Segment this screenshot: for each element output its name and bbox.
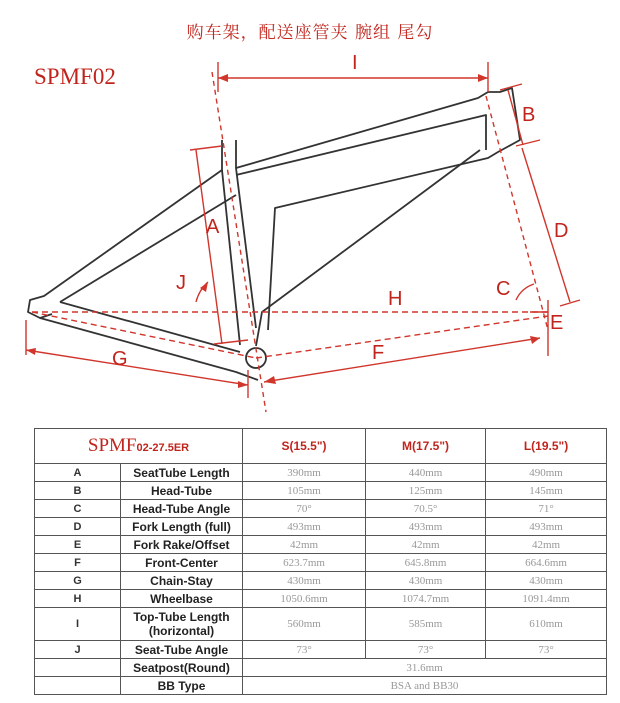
row-name: Front-Center — [121, 554, 243, 572]
frame-outline — [28, 88, 520, 380]
row-value-m: 42mm — [366, 536, 486, 554]
row-value-l: 1091.4mm — [486, 590, 607, 608]
row-value-m: 585mm — [366, 608, 486, 641]
dim-label-b: B — [522, 104, 536, 126]
size-header-m: M(17.5") — [366, 429, 486, 464]
dim-c-arc — [516, 284, 534, 300]
dim-label-h: H — [388, 288, 403, 310]
dim-f-line — [256, 316, 548, 358]
row-value-l: 493mm — [486, 518, 607, 536]
table-row-bb — [35, 677, 607, 695]
row-name: Head-Tube Angle — [121, 500, 243, 518]
row-value-s: 1050.6mm — [243, 590, 366, 608]
dim-label-f: F — [372, 342, 385, 364]
table-row — [35, 536, 607, 554]
dim-label-a: A — [206, 216, 220, 238]
row-name: Chain-Stay — [121, 572, 243, 590]
row-letter-empty — [35, 677, 121, 695]
table-row — [35, 572, 607, 590]
row-value-l: 42mm — [486, 536, 607, 554]
chain-stay-upper — [60, 302, 240, 352]
dim-label-j: J — [176, 272, 186, 294]
row-value-s: 70° — [243, 500, 366, 518]
table-row — [35, 608, 607, 641]
top-tube-lower — [236, 115, 486, 175]
table-row — [35, 554, 607, 572]
row-name: Seat-Tube Angle — [121, 641, 243, 659]
size-header-l: L(19.5") — [486, 429, 607, 464]
seat-tube-right — [236, 168, 256, 328]
seatpost-label: Seatpost(Round) — [121, 659, 243, 677]
row-value-m: 440mm — [366, 464, 486, 482]
table-model-suffix: 02-27.5ER — [136, 442, 190, 454]
row-value-m: 125mm — [366, 482, 486, 500]
row-value-l: 610mm — [486, 608, 607, 641]
row-value-s: 390mm — [243, 464, 366, 482]
row-value-s: 493mm — [243, 518, 366, 536]
row-value-s: 73° — [243, 641, 366, 659]
seatpost-value: 31.6mm — [243, 659, 607, 677]
geometry-table — [34, 428, 607, 695]
row-value-m: 645.8mm — [366, 554, 486, 572]
table-row — [35, 641, 607, 659]
dim-label-e: E — [550, 312, 564, 334]
table-header-row — [35, 429, 607, 464]
bb-value: BSA and BB30 — [243, 677, 607, 695]
row-letter: I — [35, 608, 121, 641]
table-model-prefix: SPMF — [87, 435, 137, 456]
dimension-lines — [26, 62, 580, 412]
table-row-seatpost — [35, 659, 607, 677]
row-value-s: 42mm — [243, 536, 366, 554]
row-value-l: 430mm — [486, 572, 607, 590]
row-name: SeatTube Length — [121, 464, 243, 482]
header-text: 购车架，配送座管夹 腕组 尾勾 — [186, 23, 434, 43]
row-letter: A — [35, 464, 121, 482]
table-row — [35, 482, 607, 500]
row-value-s: 623.7mm — [243, 554, 366, 572]
table-row — [35, 500, 607, 518]
dim-label-c: C — [496, 278, 511, 300]
row-letter: F — [35, 554, 121, 572]
row-name: Head-Tube — [121, 482, 243, 500]
row-letter: J — [35, 641, 121, 659]
model-name: SPMF02 — [34, 64, 116, 89]
row-name: Fork Length (full) — [121, 518, 243, 536]
row-value-s: 430mm — [243, 572, 366, 590]
dim-label-d: D — [554, 220, 569, 242]
row-letter: E — [35, 536, 121, 554]
down-tube — [256, 150, 480, 346]
row-value-l: 664.6mm — [486, 554, 607, 572]
top-tube — [236, 88, 520, 330]
dim-f-measure — [264, 338, 540, 382]
row-name: Wheelbase — [121, 590, 243, 608]
dim-b-line — [508, 90, 523, 145]
seat-tube-axis — [212, 72, 266, 412]
dim-label-g: G — [112, 348, 128, 370]
row-name: Fork Rake/Offset — [121, 536, 243, 554]
dim-label-i: I — [352, 52, 358, 74]
row-value-l: 71° — [486, 500, 607, 518]
seat-tube — [222, 140, 240, 345]
table-row — [35, 590, 607, 608]
row-value-s: 105mm — [243, 482, 366, 500]
row-value-l: 145mm — [486, 482, 607, 500]
row-value-m: 73° — [366, 641, 486, 659]
row-name: Top-Tube Length — [133, 610, 230, 624]
dim-g-measure — [26, 350, 248, 385]
row-name-sub: (horizontal) — [148, 624, 215, 638]
row-letter: B — [35, 482, 121, 500]
row-letter: C — [35, 500, 121, 518]
table-model-cell — [35, 429, 243, 464]
row-letter: H — [35, 590, 121, 608]
row-value-s: 560mm — [243, 608, 366, 641]
bb-label: BB Type — [121, 677, 243, 695]
row-letter: D — [35, 518, 121, 536]
row-value-m: 70.5° — [366, 500, 486, 518]
size-header-s: S(15.5") — [243, 429, 366, 464]
row-value-m: 430mm — [366, 572, 486, 590]
row-name-two-line — [121, 608, 243, 641]
row-letter-empty — [35, 659, 121, 677]
table-row — [35, 518, 607, 536]
row-value-m: 1074.7mm — [366, 590, 486, 608]
seat-stay — [28, 170, 222, 318]
dim-g-line — [32, 312, 256, 358]
table-row — [35, 464, 607, 482]
row-value-l: 490mm — [486, 464, 607, 482]
row-letter: G — [35, 572, 121, 590]
row-value-m: 493mm — [366, 518, 486, 536]
row-value-l: 73° — [486, 641, 607, 659]
